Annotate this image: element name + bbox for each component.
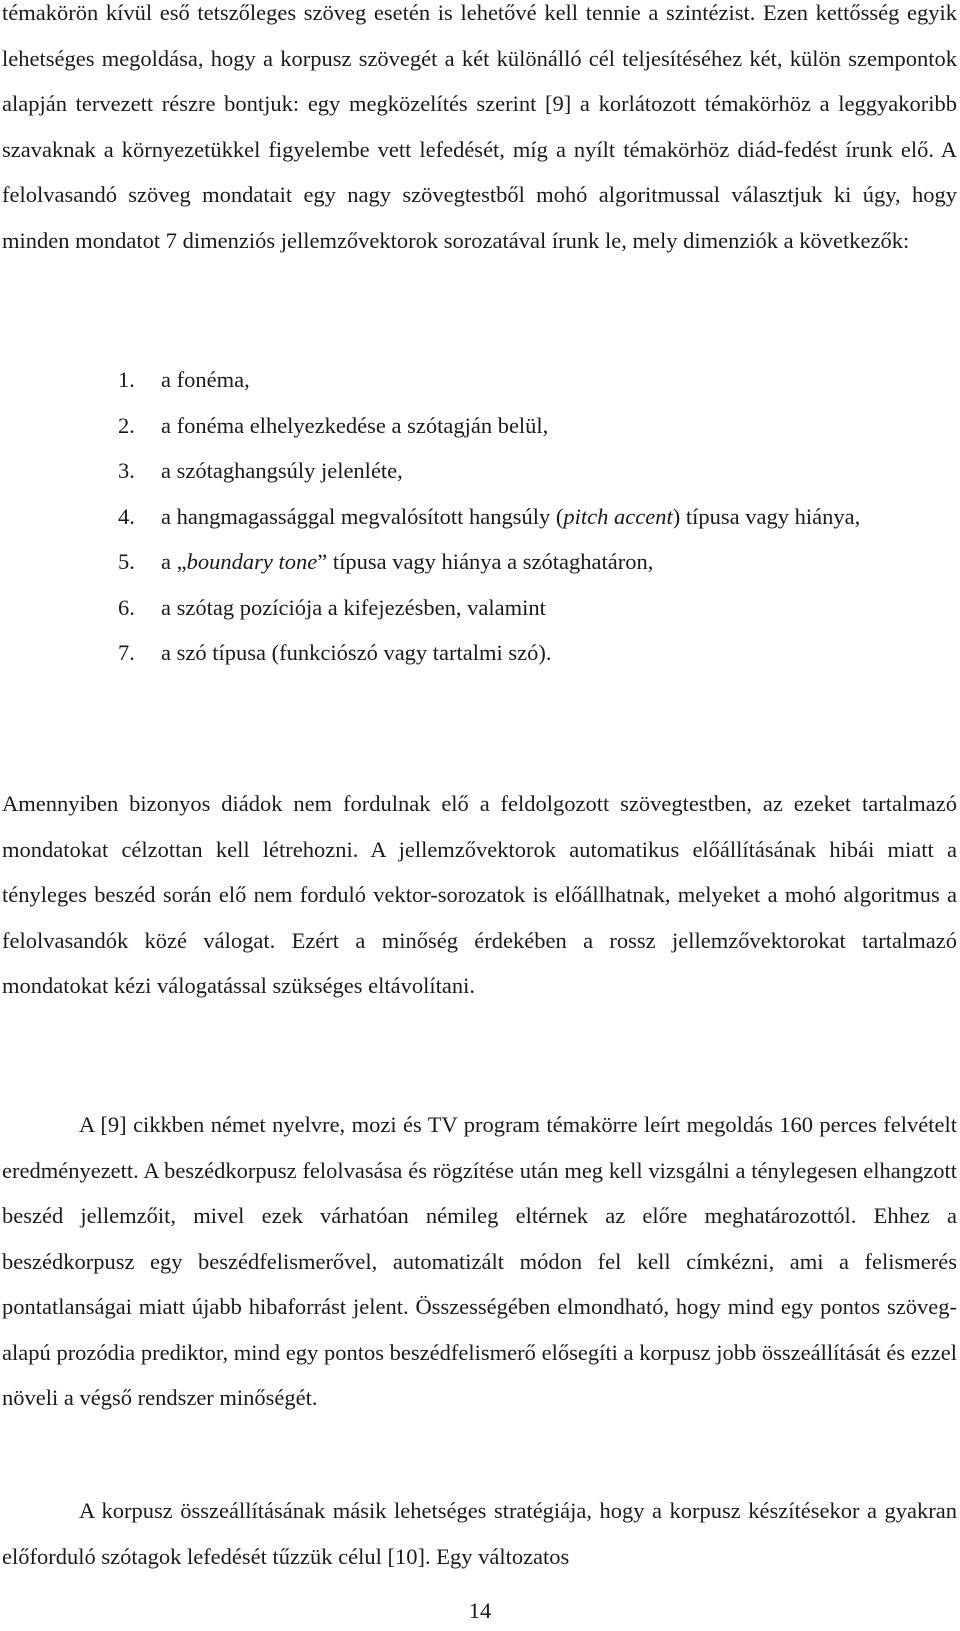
list-item <box>118 630 958 676</box>
paragraph-1: témakörön kívül eső tetszőleges szöveg esetén is lehetővé kell tennie a szintézist. Ezen kettősség egyik lehetséges megoldása, hogy a korpusz szövegét a két különálló cél teljesítéséhez két, külön szempontok alapján tervezett részre bontjuk: egy megközelítés szerint [9] a korlátozott témakörhöz a leggyakoribb szavaknak a környezetükkel figyelembe vett lefedését, míg a nyílt témakörhöz diád-fedést írunk elő. A felolvasandó szöveg mondatait egy nagy szövegtestből mohó algoritmussal választjuk ki úgy, hogy minden mondatot 7 dimenziós jellemzővektorok sorozatával írunk le, mely dimenziók a következők: <box>2 0 957 253</box>
list-item-text: a „ <box>161 549 187 574</box>
paragraph-2: Amennyiben bizonyos diádok nem fordulnak elő a feldolgozott szövegtestben, az ezeket tartalmazó mondatokat célzottan kell létrehozni. A jellemzővektorok automatikus előállításának hibái miatt a tényleges beszéd során elő nem forduló vektor-sorozatok is előállhatnak, melyeket a mohó algoritmus a felolvasandók közé válogat. Ezért a minőség érdekében a rossz jellemzővektorokat tartalmazó mondatokat kézi válogatással szükséges eltávolítani. <box>2 791 957 998</box>
list-item-number: 1. <box>118 367 135 392</box>
list-item <box>118 448 958 494</box>
list-item-number: 2. <box>118 412 135 438</box>
list-item-text: a fonéma, <box>161 367 250 392</box>
list-item <box>118 403 958 449</box>
list-item-emphasis: pitch accent <box>563 503 673 529</box>
list-item-emphasis: boundary tone <box>186 549 318 574</box>
feature-dimension-list <box>118 357 958 676</box>
list-item-number: 7. <box>118 640 135 665</box>
list-item-number: 5. <box>118 549 135 574</box>
list-item <box>118 357 958 403</box>
list-item-number: 6. <box>118 594 135 620</box>
list-item-number: 3. <box>118 458 135 483</box>
list-item-text: a hangmagassággal megvalósított hangsúly ( <box>161 503 564 529</box>
list-item-text-end: ” típusa vagy hiánya a szótaghatáron, <box>317 549 654 574</box>
list-item-text: a szó típusa (funkciószó vagy tartalmi szó). <box>161 640 552 665</box>
list-item <box>118 539 958 585</box>
list-item <box>118 585 958 631</box>
page-number: 14 <box>468 1598 492 1623</box>
list-item-text: a szótag pozíciója a kifejezésben, valamint <box>161 594 546 620</box>
list-item-text-end: ) típusa vagy hiánya, <box>672 503 861 529</box>
list-item-text: a szótaghangsúly jelenléte, <box>161 458 403 483</box>
list-item-number: 4. <box>118 503 135 529</box>
paragraph-4: A korpusz összeállításának másik lehetséges stratégiája, hogy a korpusz készítésekor a gyakran előforduló szótagok lefedését tűzzük célul [10]. Egy változatos <box>2 1498 957 1569</box>
list-item-text: a fonéma elhelyezkedése a szótagján belül, <box>161 412 549 438</box>
list-item <box>118 494 958 540</box>
paragraph-3: A [9] cikkben német nyelvre, mozi és TV program témakörre leírt megoldás 160 perces felvételt eredményezett. A beszédkorpusz felolvasása és rögzítése után meg kell vizsgálni a ténylegesen elhangzott beszéd jellemzőit, mivel ezek várhatóan némileg eltérnek az előre meghatározottól. Ehhez a beszédkorpusz egy beszédfelismerővel, automatizált módon fel kell címkézni, ami a felismerés pontatlanságai miatt újabb hibaforrást jelent. Összességében elmondható, hogy mind egy pontos szöveg-alapú prozódia prediktor, mind egy pontos beszédfelismerő elősegíti a korpusz jobb összeállítását és ezzel növeli a végső rendszer minőségét. <box>2 1112 957 1410</box>
